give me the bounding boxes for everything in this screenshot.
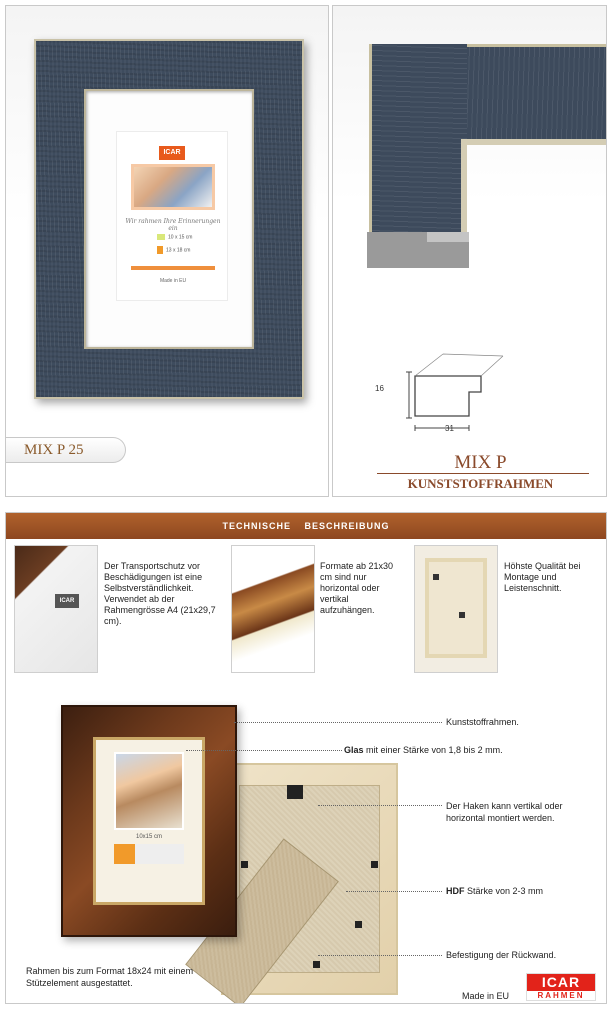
feature-transport-text: Der Transportschutz vor Beschädigungen ist eine Selbstverständlichkeit. Verwendet ab der Rahmengrösse A4 (21x29,7 cm). xyxy=(104,561,216,626)
insert-size-1: 10 x 15 cm xyxy=(157,234,192,240)
stand-note: Rahmen bis zum Format 18x24 mit einem Stützelement ausgestattet. xyxy=(26,966,194,988)
technical-description-panel xyxy=(5,512,607,1004)
insert-size-2: 13 x 18 cm xyxy=(157,246,190,254)
callout-leader xyxy=(346,891,442,892)
logo-rahmen-text: RAHMEN xyxy=(537,991,585,1000)
frame-photo-caption: 10x15 cm xyxy=(135,834,162,840)
callout-hdf: HDF Stärke von 2-3 mm xyxy=(446,886,544,896)
blue-frame-image xyxy=(34,39,304,399)
frame-corner-lip xyxy=(467,139,607,145)
model-tab-label: MIX P 25 xyxy=(6,437,126,463)
callout-leader xyxy=(186,750,342,751)
callout-frame: Kunststoffrahmen. xyxy=(446,717,519,727)
frame-photo-strip xyxy=(114,844,184,864)
insert-bar xyxy=(131,266,215,270)
logo-icar-text: ICAR xyxy=(527,974,595,991)
profile-detail-panel xyxy=(332,5,607,497)
frame-passepartout xyxy=(84,89,254,349)
profile-height-label: 16 xyxy=(375,384,384,393)
callout-hook: Der Haken kann vertikal oder horizontal montiert werden. xyxy=(446,801,563,823)
frame-corner-shadow-light xyxy=(427,232,469,242)
frame-corner-vertical xyxy=(369,44,467,236)
frame-corner-photo xyxy=(231,545,315,673)
category-subtitle: KUNSTSTOFFRAHMEN xyxy=(407,476,554,491)
made-in-label: Made in EU xyxy=(462,991,510,1001)
clip-icon xyxy=(313,961,320,968)
frame-photo xyxy=(114,752,184,830)
model-title: MIX P xyxy=(454,452,507,473)
callout-leader xyxy=(234,722,442,723)
insert-photo xyxy=(131,164,215,210)
callout-fastening: Befestigung der Rückwand. xyxy=(446,950,557,960)
profile-cross-section-drawing xyxy=(373,336,533,436)
callout-leader xyxy=(318,955,442,956)
clip-icon xyxy=(241,861,248,868)
frame-gold-lip xyxy=(93,737,205,905)
hanger-icon xyxy=(459,612,465,618)
hanger-icon xyxy=(433,574,439,580)
insert-script-text: Wir rahmen Ihre Erinnerungen ein xyxy=(125,218,221,232)
profile-width-label: 31 xyxy=(445,424,454,433)
insert-logo: ICAR xyxy=(159,146,185,160)
icar-rahmen-logo xyxy=(526,973,596,1001)
insert-made-in: Made in EU xyxy=(159,278,187,284)
frame-corner-lip-vertical xyxy=(461,139,467,236)
insert-card xyxy=(116,131,228,301)
feature-quality-text: Höhste Qualität bei Montage und Leistenschnitt. xyxy=(504,561,581,593)
hook-icon xyxy=(287,785,303,799)
technical-header: TECHNISCHE BESCHREIBUNG xyxy=(6,513,606,539)
transport-protection-photo xyxy=(14,545,98,673)
product-photo-panel xyxy=(5,5,329,497)
frame-back-photo xyxy=(414,545,498,673)
wooden-frame-image xyxy=(61,705,237,937)
frame-back-board xyxy=(425,558,487,658)
clip-icon xyxy=(371,861,378,868)
callout-leader xyxy=(318,805,442,806)
title-divider xyxy=(377,473,589,474)
clip-icon xyxy=(355,921,362,928)
corner-protector-logo: ICAR xyxy=(55,594,79,608)
callout-glass: Glas mit einer Stärke von 1,8 bis 2 mm. xyxy=(344,745,503,755)
feature-formats-text: Formate ab 21x30 cm sind nur horizontal oder vertikal aufzuhängen. xyxy=(320,561,394,615)
